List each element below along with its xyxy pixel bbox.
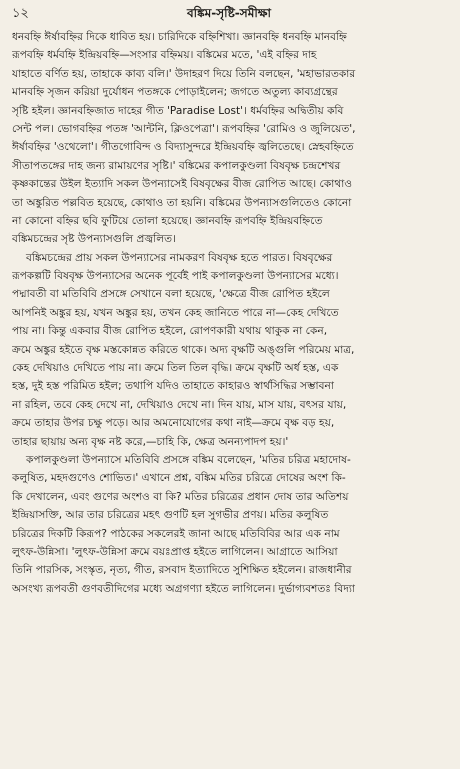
text-line: যাহাতে বর্ণিত হয়, তাহাকে কাব্য বলি।' উদাহরণ দিয়ে তিনি বলছেন, 'মহাভারতকার bbox=[12, 67, 356, 80]
text-line: লুৎফ-উন্নিসা। 'লুৎফ-উন্নিসা ক্রমে বয়ঃপ্রাপ্ত হইতে লাগিলেন। আগ্রাতে আসিয়া bbox=[12, 545, 338, 558]
text-line: কি দেখালেন, এবং গুণের অংশও বা কি? মতির চরিত্রের প্রধান দোষ তার অতিশয় bbox=[12, 490, 349, 503]
text-line: তিনি পারসিক, সংস্কৃত, নৃত্য, গীত, রসবাদ ইত্যাদিতে সুশিক্ষিত হইলেন। রাজধানীর bbox=[12, 564, 352, 577]
text-line: তাহার ছায়ায় অন্য বৃক্ষ নষ্ট করে,—চাহি কি, ক্ষেত্র অনন্যপাদপ হয়।' bbox=[12, 435, 289, 448]
text-line: মানবহ্নি সৃজন করিয়া দুর্যোধন পতঙ্গকে পোড়াইলেন; জগতে অতুল্য কাব্যগ্রন্থের bbox=[12, 86, 338, 99]
running-title: বঙ্কিম-সৃষ্টি-সমীক্ষা bbox=[186, 6, 272, 20]
text-line: হস্ত, দুই হস্ত পরিমিত হইল; তথাপি যদিও তাহাতে কাহারও স্বার্থসিদ্ধির সম্ভাবনা bbox=[12, 380, 334, 393]
text-line: না কোনো বহ্নির ছবি ফুটিয়ে তোলা হয়েছে। জ্ঞানবহ্নি রূপবহ্নি ইন্দ্রিয়বহ্নিতে bbox=[12, 214, 323, 227]
text-line: রূপকল্পটি বিষবৃক্ষ উপন্যাসের অনেক পূর্বেই পাই কপালকুণ্ডলা উপন্যাসের মধ্যে। bbox=[12, 270, 339, 283]
page-header bbox=[12, 4, 446, 26]
text-line: পদ্মাবতী বা মতিবিবি প্রসঙ্গে সেখানে বলা হয়েছে, 'ক্ষেত্রে বীজ রোপিত হইলে bbox=[12, 288, 330, 301]
text-line: অসংখ্য রূপবতী গুণবতীদিগের মধ্যে অগ্রগণ্যা হইতে লাগিলেন। দুর্ভাগ্যবশতঃ বিদ্যা bbox=[12, 582, 355, 595]
text-line: কেহ দেখিয়াও দেখিতে পায় না। ক্রমে তিল তিল বৃদ্ধি। ক্রমে বৃক্ষটি অর্ধ হস্ত, এক bbox=[12, 362, 339, 375]
paragraph bbox=[12, 249, 446, 451]
text-line: সেন্ট পল। ভোগবহ্নির পতঙ্গ 'আন্টনি, ক্লিওপেত্রা'। রূপবহ্নির 'রোমিও ও জুলিয়েত', bbox=[12, 122, 356, 135]
text-line: ক্রমে অঙ্কুর হইতে বৃক্ষ মস্তকোন্নত করিতে থাকে। অদ্য বৃক্ষটি অঙ্গুলি পরিমেয় মাত্র, bbox=[12, 343, 355, 356]
text-line: বঙ্কিমচন্দ্রের সৃষ্ট উপন্যাসগুলি প্রজ্বলিত। bbox=[12, 233, 176, 246]
text-line: চরিত্রের দিকটি কিরূপ? পাঠকের সকলেরই জানা আছে মতিবিবির আর এক নাম bbox=[12, 527, 340, 540]
page-body bbox=[12, 28, 446, 598]
text-line: সৃষ্টি হইল। জ্ঞানবহ্নিজাত দাহের গীত 'Paradise Lost'। ধর্মবহ্নির অদ্বিতীয় কবি bbox=[12, 104, 344, 117]
text-line: ঈর্ষাবহ্নির 'ওথেলো'। গীতগোবিন্দ ও বিদ্যাসুন্দরে ইন্দ্রিয়বহ্নি জ্বলিতেছে। স্নেহবহ্নিতে bbox=[12, 141, 354, 154]
text-line: সীতাপতঙ্গের দাহ জন্য রামায়ণের সৃষ্টি।' বঙ্কিমের কপালকুণ্ডলা বিষবৃক্ষ চন্দ্রশেখর bbox=[12, 159, 341, 172]
text-line: ক্রমে তাহার উপর চক্ষু পড়ে। আর অমনোযোগের কথা নাই—ক্রমে বৃক্ষ বড় হয়, bbox=[12, 417, 335, 430]
text-line: কপালকুণ্ডলা উপন্যাসে মতিবিবি প্রসঙ্গে বঙ্কিম বলেছেন, 'মতির চরিত্র মহাদোষ- bbox=[26, 453, 351, 466]
page-number: ১২ bbox=[12, 6, 29, 21]
paragraph bbox=[12, 28, 446, 249]
text-line: কলুষিত, মহদগুণেও শোভিত।' এখানে প্রশ্ন, বঙ্কিম মতির চরিত্রে দোষের অংশ কি- bbox=[12, 472, 346, 485]
text-line: ধনবহ্নি ঈর্ষাবহ্নির দিকে ধাবিত হয়। চারিদিকে বহ্নিশিখা। জ্ঞানবহ্নি ধনবহ্নি মানবহ্নি bbox=[12, 31, 347, 43]
text-line: আপনিই অঙ্কুর হয়, যখন অঙ্কুর হয়, তখন কেহ জানিতে পারে না—কেহ দেখিতে bbox=[12, 306, 339, 319]
text-line: রূপবহ্নি ধর্মবহ্নি ইন্দ্রিয়বহ্নি—সংসার বহ্নিময়। বঙ্কিমের মতে, 'এই বহ্নির দাহ bbox=[12, 49, 317, 62]
text-line: ইন্দ্রিয়াসক্তি, আর তার চরিত্রের মহৎ গুণটি হল সুগভীর প্রণয়। মতির কলুষিত bbox=[12, 509, 329, 522]
text-line: পায় না। কিন্তু একবার বীজ রোপিত হইলে, রোপণকারী যথায় থাকুক না কেন, bbox=[12, 325, 328, 338]
text-line: তা অঙ্কুরিত পল্লবিত হয়েছে, কোথাও তা হয়নি। বঙ্কিমের উপন্যাসগুলিতেও কোনো bbox=[12, 196, 352, 209]
text-line: কৃষ্ণকান্তের উইল ইত্যাদি সকল উপন্যাসেই বিষবৃক্ষের বীজ রোপিত আছে। কোথাও bbox=[12, 178, 353, 191]
text-line: না রহিল, তবে কেহ দেখে না, দেখিয়াও দেখে না। দিন যায়, মাস যায়, বৎসর যায়, bbox=[12, 398, 347, 411]
text-line: বঙ্কিমচন্দ্রের প্রায় সকল উপন্যাসের নামকরণ বিষবৃক্ষ হতে পারত। বিষবৃক্ষের bbox=[26, 251, 333, 264]
paragraph bbox=[12, 451, 446, 598]
